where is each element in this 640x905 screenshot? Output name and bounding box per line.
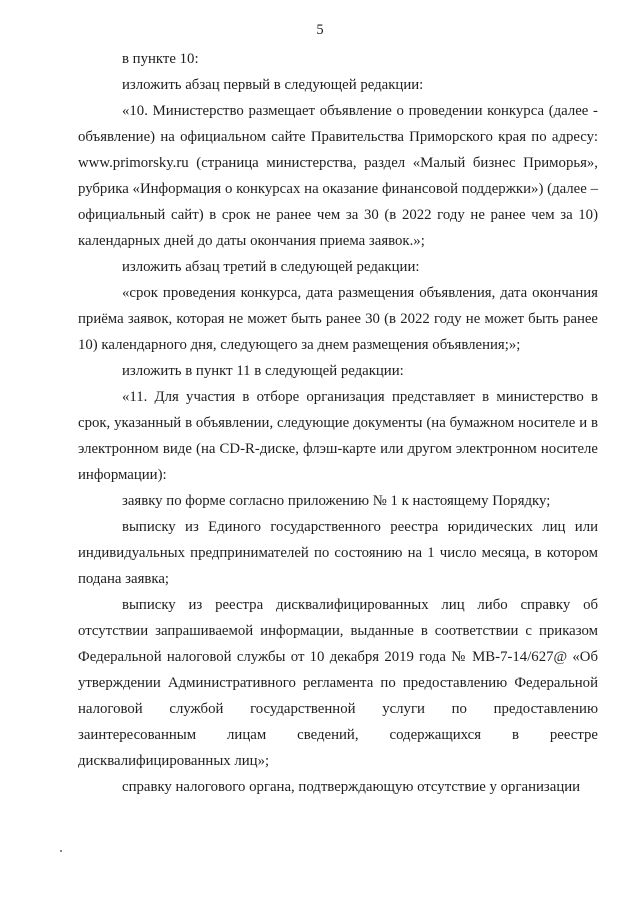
paragraph-2: изложить абзац первый в следующей редакции: [122,77,424,93]
paragraph-5: «срок проведения конкурса, дата размещения объявления, дата окончания приёма заявок, которая не может быть ранее 30 (в 2022 году не может быть ранее 10) календарного дня, следующего за днем размещения объявления;»; [78,285,598,353]
page-number: 5 [316,22,324,38]
document-body [78,46,598,800]
paragraph-10: выписку из реестра дисквалифицированных лиц либо справку об отсутствии запрашиваемой информации, выданные в соответствии с приказом Федеральной налоговой службы от 10 декабря 2019 года № МВ-7-14/627@ «Об утверждении Административного регламента по предоставлению Федеральной налоговой службой государственной услуги по предоставлению заинтересованным лицам сведений, содержащихся в реестре дисквалифицированных лиц»; [78,597,598,769]
paragraph-7: «11. Для участия в отборе организация представляет в министерство в срок, указанный в объявлении, следующие документы (на бумажном носителе и в электронном виде (на CD-R-диске, флэш-карте или другом электронном носителе информации): [78,389,598,483]
paragraph-4: изложить абзац третий в следующей редакции: [122,259,420,275]
paragraph-11: справку налогового органа, подтверждающую отсутствие у организации [122,779,581,795]
paragraph-1: в пункте 10: [122,51,199,67]
scan-speck [60,850,62,852]
paragraph-6: изложить в пункт 11 в следующей редакции: [122,363,404,379]
paragraph-9: выписку из Единого государственного реестра юридических лиц или индивидуальных предпринимателей по состоянию на 1 число месяца, в котором подана заявка; [78,519,598,587]
paragraph-3: «10. Министерство размещает объявление о проведении конкурса (далее - объявление) на официальном сайте Правительства Приморского края по адресу: www.primorsky.ru (страница министерства, раздел «Малый бизнес Приморья», рубрика «Информация о конкурсах на оказание финансовой поддержки») (далее – официальный сайт) в срок не ранее чем за 30 (в 2022 году не ранее чем за 10) календарных дней до даты окончания приема заявок.»; [78,103,598,249]
paragraph-8: заявку по форме согласно приложению № 1 к настоящему Порядку; [122,493,551,509]
